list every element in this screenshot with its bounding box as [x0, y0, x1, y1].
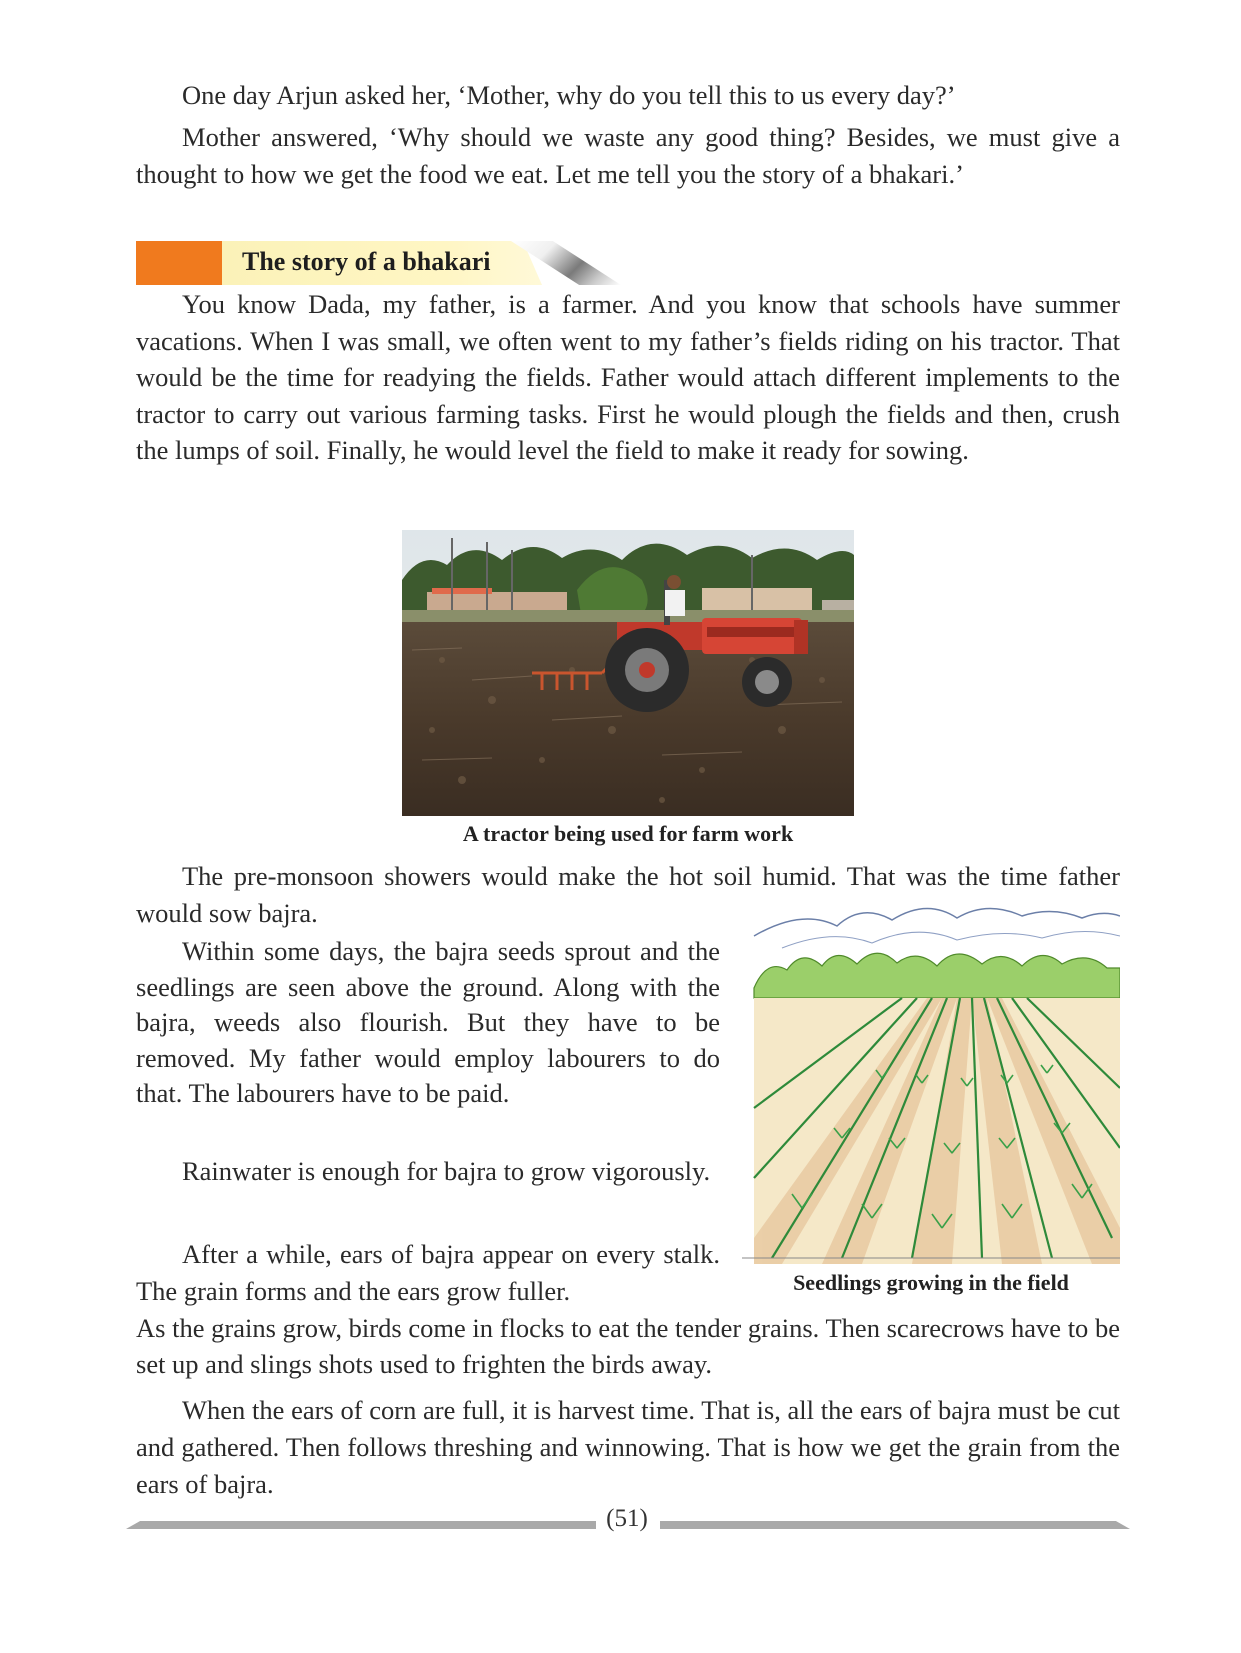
paragraph-7-continued: As the grains grow, birds come in flocks to eat the tender grains. Then scarecrows have to be set up and slings shots used to frighten the birds away. — [136, 1313, 1120, 1379]
paragraph-8: When the ears of corn are full, it is harvest time. That is, all the ears of bajra must be cut and gathered. Then follows threshing and winnowing. That is how we get the grain from the ears of bajra. — [136, 1395, 1120, 1499]
footer-rule-left — [126, 1521, 596, 1529]
paragraph-6: Rainwater is enough for bajra to grow vigorously. — [182, 1156, 711, 1186]
paragraph-3: You know Dada, my father, is a farmer. And you know that schools have summer vacations. When I was small, we often went to my father’s fields riding on his tractor. That would be the time for readying the fields. Father would attach different implements to the tractor to carry out various farming tasks. First he would plough the fields and then, crush the lumps of soil. Finally, he would level the field to make it ready for sowing. — [136, 289, 1120, 465]
section-heading-text: The story of a bhakari — [242, 247, 491, 276]
paragraph-5: Within some days, the bajra seeds sprout and the seedlings are seen above the ground. Along with the bajra, weeds also flourish. But they have to be removed. My father would employ labourers to do that. The labourers have to be paid. — [136, 936, 720, 1108]
tractor-caption: A tractor being used for farm work — [462, 821, 794, 846]
heading-orange-block — [136, 241, 222, 285]
footer-rule-right — [660, 1521, 1130, 1529]
seedlings-caption: Seedlings growing in the field — [793, 1270, 1069, 1295]
paragraph-2: Mother answered, ‘Why should we waste any good thing? Besides, we must give a thought to how we get the food we eat. Let me tell you the story of a bhakari.’ — [136, 122, 1120, 189]
page-number: (51) — [606, 1505, 648, 1532]
tractor-photo — [402, 530, 854, 816]
paragraph-1: One day Arjun asked her, ‘Mother, why do you tell this to us every day?’ — [182, 80, 956, 110]
seedlings-illustration — [742, 898, 1120, 1264]
paragraph-4-text: The pre-monsoon showers would make the hot soil humid. That was the time father would sow bajra. — [136, 861, 1120, 928]
paragraph-7: After a while, ears of bajra appear on every stalk. The grain forms and the ears grow fuller. — [136, 1239, 720, 1306]
section-heading — [136, 241, 616, 285]
